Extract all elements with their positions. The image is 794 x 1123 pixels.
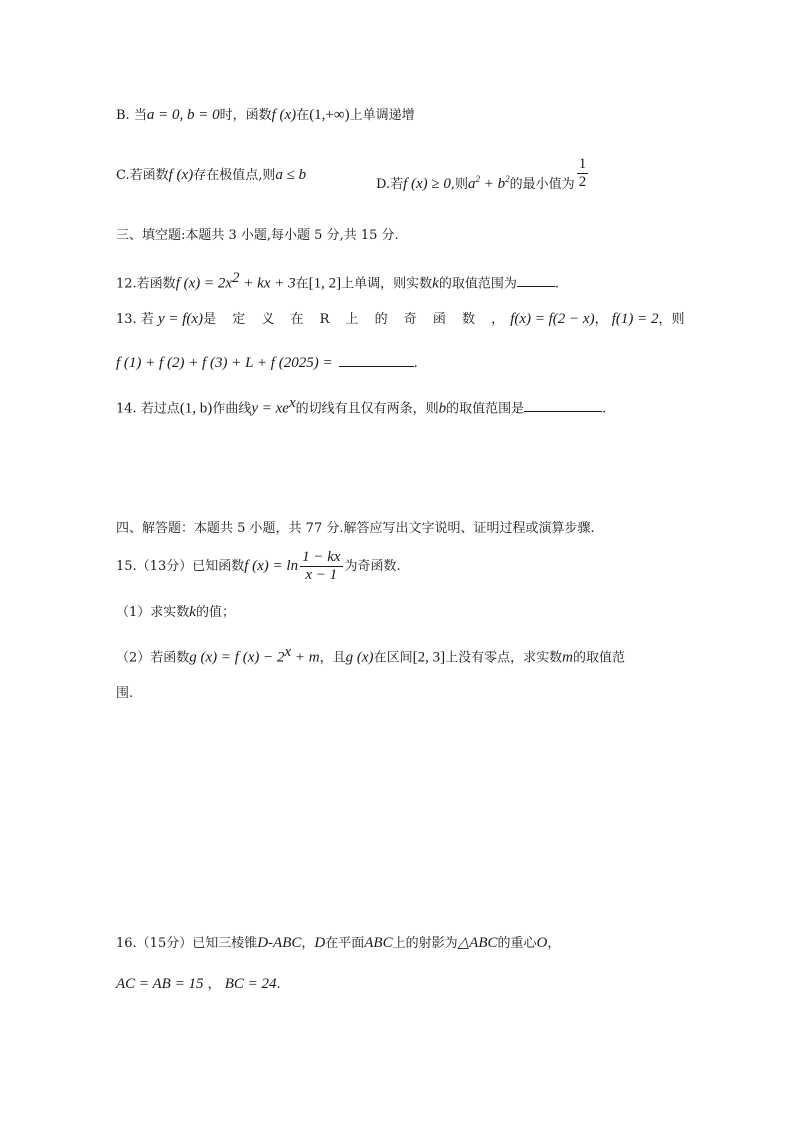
fraction-log-arg: $\frac{1 - kx}{x - 1}$: [302, 549, 341, 583]
question-13: 13. 若 y = f(x)是 定 义 在 R 上 的 奇 函 数 ，f(x) = f(2 − x)， f(1) = 2，则: [116, 311, 685, 327]
question-15-part-2: （2）若函数g (x) = f $(x) - 2^x + m$，且g (x)在区间[2, 3]上没有零点，求实数m的取值范: [116, 644, 625, 666]
question-15-part-2-cont: 围.: [116, 686, 134, 701]
fraction-one-half: $\frac{1}{2}$: [578, 156, 587, 190]
answer-blank[interactable]: [517, 274, 555, 287]
option-b: B. 当a = 0, b = 0时，函数f (x)在(1,+∞)上单调递增: [116, 107, 415, 123]
question-15: 15.（13分）已知函数f (x) = ln $\frac{1 - kx}{x - 1}$ 为奇函数.: [116, 549, 401, 583]
section-3-heading: 三、填空题:本题共 3 小题,每小题 5 分,共 15 分.: [116, 228, 399, 243]
question-13-line-2: f (1) + f (2) + f (3) + L + f (2025) = .: [116, 355, 418, 371]
question-16: 16.（15分）已知三棱锥D-ABC，D在平面ABC上的射影为△ABC的重心O，: [116, 935, 561, 951]
answer-blank[interactable]: [339, 354, 414, 367]
question-14: 14. 若过点(1, b)作曲线$y = xe^x$的切线有且仅有两条，则b的取值范围是 .: [116, 395, 607, 417]
option-c: C.若函数f (x)存在极值点,则a ≤ b: [116, 167, 307, 183]
option-d: D.若f (x) ≥ 0,则$a^2 + b^2$的最小值为 $\frac{1}{2}$: [376, 156, 587, 192]
answer-blank[interactable]: [524, 399, 602, 412]
section-4-heading: 四、解答题：本题共 5 小题，共 77 分.解答应写出文字说明、证明过程或演算步骤.: [116, 521, 595, 536]
question-12: 12.若函数f $(x) = 2x^2$ + kx + 3在[1, 2]上单调，则实数k的取值范围为 .: [116, 270, 559, 292]
question-15-part-1: （1）求实数k的值；: [116, 604, 235, 620]
question-16-line-2: AC = AB = 15 ， BC = 24.: [116, 976, 281, 992]
